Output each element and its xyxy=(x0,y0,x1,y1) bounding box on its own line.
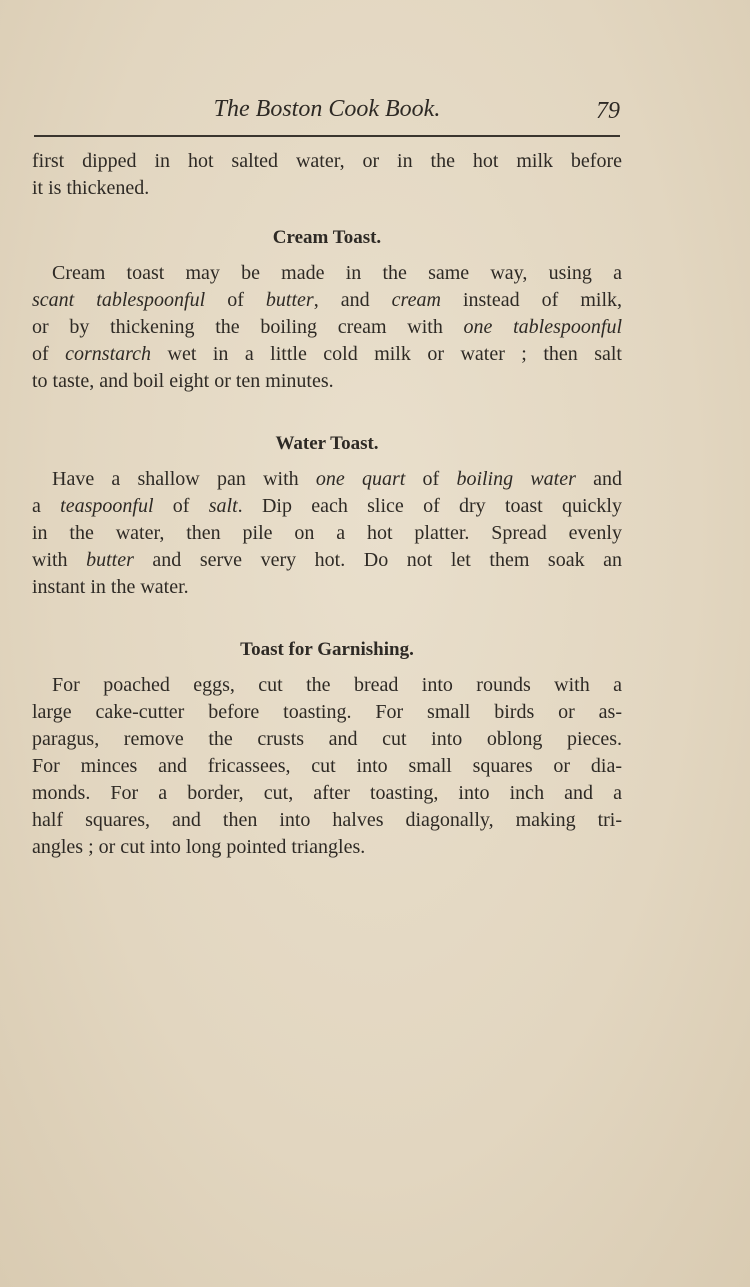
section-water-toast xyxy=(32,430,622,601)
text-line: of cornstarch wet in a little cold milk or water ; then salt xyxy=(32,343,622,365)
running-title: The Boston Cook Book. xyxy=(213,96,441,122)
text-line: Cream toast may be made in the same way, using a xyxy=(52,262,622,284)
page-header xyxy=(34,92,620,132)
text-line: to taste, and boil eight or ten minutes. xyxy=(32,370,334,392)
text-line: with butter and serve very hot. Do not let them soak an xyxy=(32,549,623,571)
text-line: in the water, then pile on a hot platter. Spread evenly xyxy=(32,522,622,544)
text-line: Have a shallow pan with one quart of boiling water and xyxy=(52,468,622,490)
text-line: first dipped in hot salted water, or in the hot milk before xyxy=(32,150,622,172)
continued-paragraph xyxy=(32,148,622,202)
section-title: Cream Toast. xyxy=(272,227,382,248)
text-line: scant tablespoonful of butter, and cream instead of milk, xyxy=(32,289,623,311)
text-line: paragus, remove the crusts and cut into oblong pieces. xyxy=(32,728,622,750)
page-number: 79 xyxy=(596,98,620,124)
text-line: large cake-cutter before toasting. For small birds or as- xyxy=(32,701,622,723)
text-line: half squares, and then into halves diagonally, making tri- xyxy=(32,809,622,831)
text-line: a teaspoonful of salt. Dip each slice of dry toast quickly xyxy=(32,495,622,517)
text-line: For minces and fricassees, cut into small squares or dia- xyxy=(32,755,622,777)
section-title: Toast for Garnishing. xyxy=(240,639,414,660)
page-body xyxy=(32,148,622,861)
header-rule xyxy=(34,135,620,137)
section-cream-toast xyxy=(32,224,622,395)
text-line: instant in the water. xyxy=(32,576,189,598)
text-line: it is thickened. xyxy=(32,177,150,199)
text-line: or by thickening the boiling cream with one tablespoonful xyxy=(32,316,622,338)
text-line: For poached eggs, cut the bread into rounds with a xyxy=(52,674,622,696)
section-toast-for-garnishing xyxy=(32,636,622,861)
text-line: monds. For a border, cut, after toasting, into inch and a xyxy=(32,782,622,804)
text-line: angles ; or cut into long pointed triangles. xyxy=(32,836,366,858)
section-title: Water Toast. xyxy=(275,433,379,454)
